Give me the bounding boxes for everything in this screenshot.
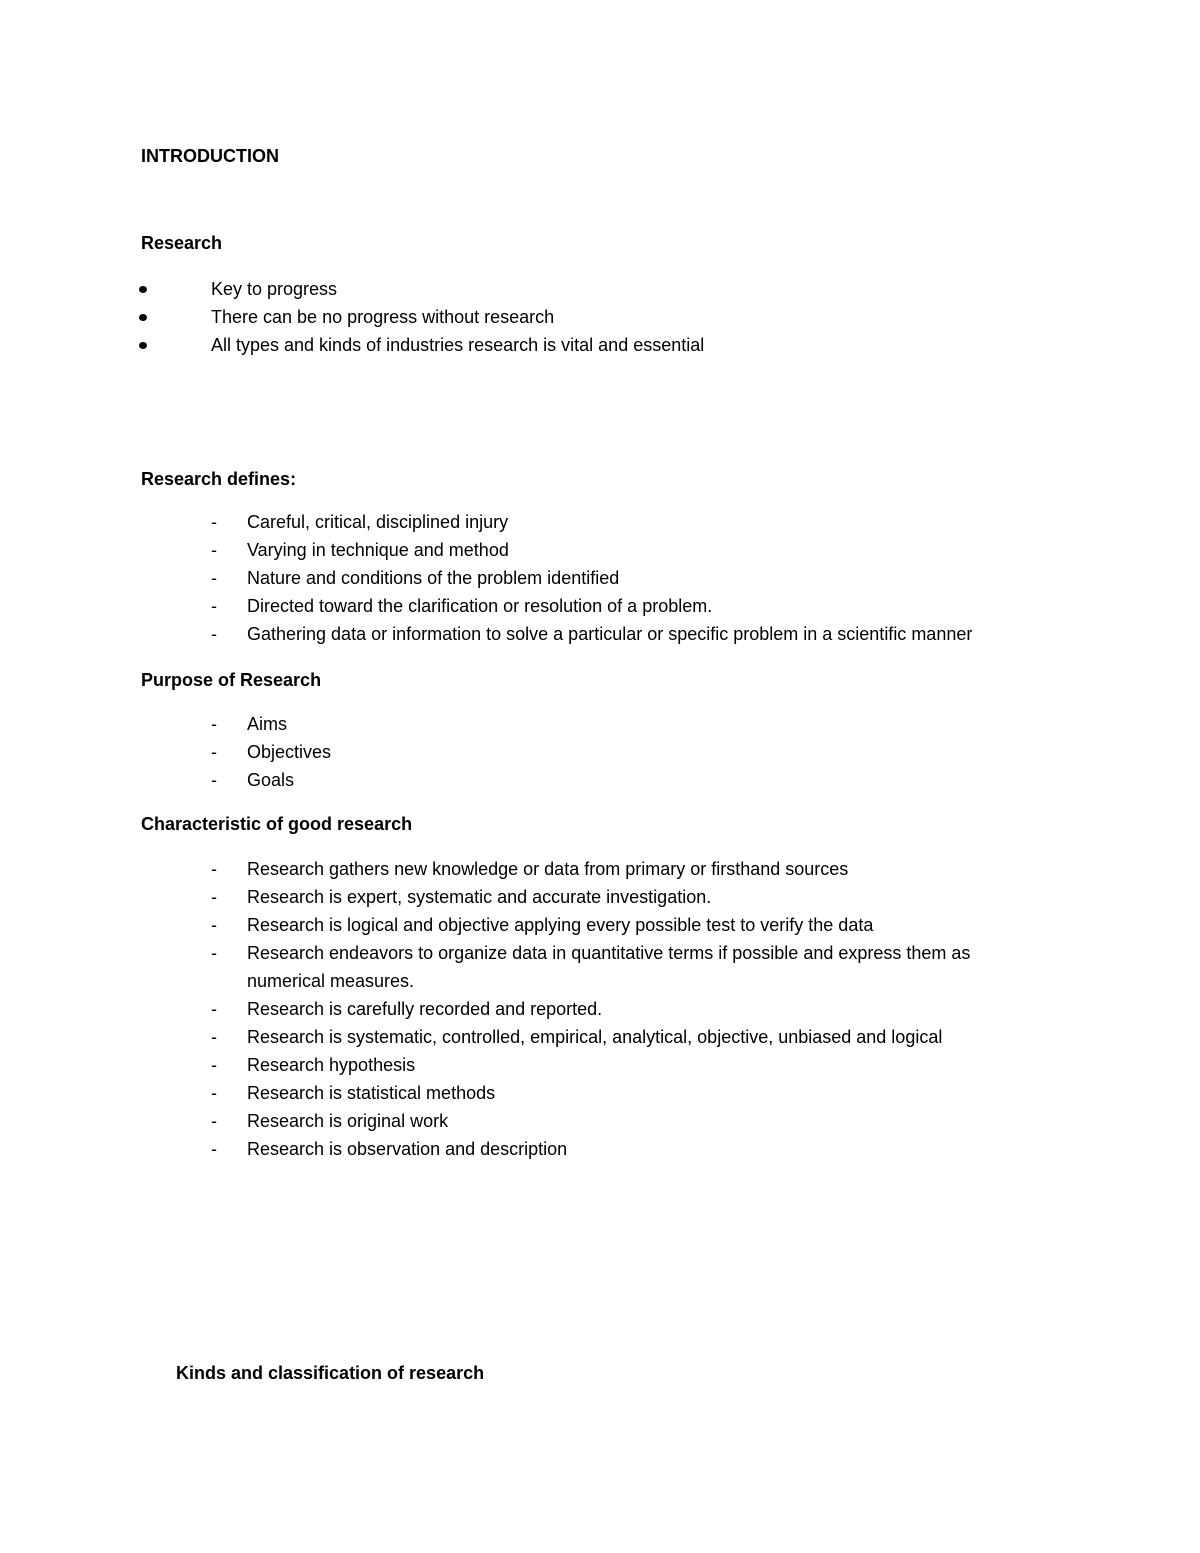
- list-item: [134, 331, 704, 359]
- dash-marker: -: [211, 943, 217, 963]
- list-item: [170, 564, 972, 592]
- list-item: [170, 592, 972, 620]
- list-item: [170, 1051, 1047, 1079]
- dash-marker: -: [211, 1139, 217, 1159]
- dash-marker: -: [211, 1111, 217, 1131]
- dash-marker: -: [211, 512, 217, 532]
- list-item-text: Careful, critical, disciplined injury: [247, 512, 509, 532]
- dash-marker: -: [211, 1055, 217, 1075]
- research-defines-list: [170, 508, 972, 648]
- kinds-heading: Kinds and classification of research: [176, 1363, 485, 1383]
- characteristic-heading: Characteristic of good research: [141, 814, 413, 834]
- list-item-text: Aims: [247, 714, 287, 734]
- list-item-text: Research is systematic, controlled, empirical, analytical, objective, unbiased and logical: [247, 1027, 943, 1047]
- list-item-text: Objectives: [247, 742, 332, 762]
- list-item: [170, 883, 1047, 911]
- list-item-text: All types and kinds of industries research is vital and essential: [211, 335, 705, 355]
- dash-marker: -: [211, 624, 217, 644]
- characteristic-list: [170, 855, 1047, 1163]
- list-item: [170, 620, 972, 648]
- list-item-text: Research is expert, systematic and accurate investigation.: [247, 887, 712, 907]
- list-item: [170, 1023, 1047, 1051]
- list-item-text: Research gathers new knowledge or data from primary or firsthand sources: [247, 859, 849, 879]
- list-item: [170, 939, 1047, 995]
- list-item: [170, 1135, 1047, 1163]
- list-item: [170, 710, 331, 738]
- list-item: [170, 855, 1047, 883]
- list-item: [170, 1079, 1047, 1107]
- dash-marker: -: [211, 887, 217, 907]
- list-item: [170, 911, 1047, 939]
- list-item-text: Research is logical and objective applying every possible test to verify the data: [247, 915, 874, 935]
- bullet-icon: [139, 342, 147, 349]
- list-item-text: Research endeavors to organize data in quantitative terms if possible and express them as numerical measures.: [247, 943, 971, 991]
- dash-marker: -: [211, 770, 217, 790]
- dash-marker: -: [211, 1083, 217, 1103]
- research-list: [134, 275, 704, 359]
- dash-marker: -: [211, 742, 217, 762]
- dash-marker: -: [211, 1027, 217, 1047]
- research-heading: Research: [141, 233, 223, 253]
- list-item: [170, 1107, 1047, 1135]
- dash-marker: -: [211, 568, 217, 588]
- list-item-text: Research hypothesis: [247, 1055, 416, 1075]
- list-item-text: Research is statistical methods: [247, 1083, 496, 1103]
- bullet-icon: [139, 286, 147, 293]
- dash-marker: -: [211, 596, 217, 616]
- dash-marker: -: [211, 859, 217, 879]
- list-item-text: Gathering data or information to solve a particular or specific problem in a scientific manner: [247, 624, 973, 644]
- list-item-text: Research is observation and description: [247, 1139, 568, 1159]
- research-defines-heading: Research defines:: [141, 469, 297, 489]
- dash-marker: -: [211, 915, 217, 935]
- purpose-heading: Purpose of Research: [141, 670, 322, 690]
- purpose-list: [170, 710, 331, 794]
- page-title: INTRODUCTION: [141, 146, 279, 166]
- list-item-text: Goals: [247, 770, 295, 790]
- list-item: [170, 995, 1047, 1023]
- list-item: [170, 536, 972, 564]
- list-item: [134, 303, 704, 331]
- list-item-text: There can be no progress without research: [211, 307, 555, 327]
- list-item-text: Research is carefully recorded and reported.: [247, 999, 603, 1019]
- dash-marker: -: [211, 540, 217, 560]
- bullet-icon: [139, 314, 147, 321]
- list-item-text: Nature and conditions of the problem identified: [247, 568, 620, 588]
- list-item-text: Varying in technique and method: [247, 540, 509, 560]
- list-item: [170, 738, 331, 766]
- list-item-text: Key to progress: [211, 279, 338, 299]
- list-item-text: Research is original work: [247, 1111, 449, 1131]
- list-item: [170, 766, 331, 794]
- list-item: [170, 508, 972, 536]
- dash-marker: -: [211, 714, 217, 734]
- dash-marker: -: [211, 999, 217, 1019]
- list-item: [134, 275, 704, 303]
- list-item-text: Directed toward the clarification or resolution of a problem.: [247, 596, 713, 616]
